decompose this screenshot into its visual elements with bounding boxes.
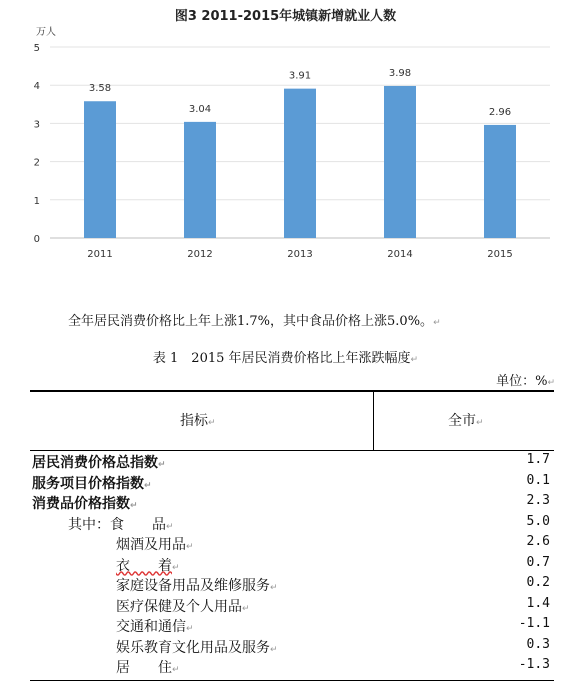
row-label: 家庭设备用品及维修服务↵ [116, 578, 278, 594]
row-label: 居 住↵ [116, 660, 180, 676]
x-tick-label: 2012 [187, 249, 213, 260]
table-column-divider [373, 390, 374, 450]
summary-text: 全年居民消费价格比上年上涨1.7%，其中食品价格上涨5.0%。 [68, 314, 434, 329]
row-value: 2.3 [526, 493, 550, 508]
table-caption [0, 347, 571, 366]
x-tick-label: 2014 [387, 249, 413, 260]
table-header-rule [30, 450, 554, 451]
table-row [30, 596, 554, 616]
unit-label [496, 370, 555, 389]
table-row [30, 473, 554, 493]
summary-paragraph [68, 310, 441, 329]
paragraph-mark-icon: ↵ [172, 562, 180, 573]
row-label: 衣 着↵ [116, 557, 180, 574]
paragraph-mark-icon: ↵ [158, 460, 166, 470]
row-label: 医疗保健及个人用品↵ [116, 598, 250, 615]
row-label: 烟酒及用品↵ [116, 537, 194, 553]
paragraph-mark-icon: ↵ [130, 501, 138, 511]
paragraph-mark-icon: ↵ [144, 480, 152, 491]
table-caption-text: 表 1 2015 年居民消费价格比上年涨跌幅度 [152, 351, 411, 366]
row-value: 0.2 [526, 575, 550, 590]
row-value: 5.0 [526, 513, 550, 529]
table-row [30, 657, 554, 677]
paragraph-mark-icon: ↵ [433, 318, 441, 328]
bar-2014 [384, 86, 416, 238]
bar-2015 [484, 125, 516, 238]
row-value: 2.6 [526, 534, 550, 549]
y-tick-label: 3 [33, 119, 40, 131]
paragraph-mark-icon: ↵ [270, 583, 278, 593]
y-tick-label: 0 [33, 234, 40, 245]
table-row [30, 534, 554, 554]
bar-chart [0, 0, 571, 275]
row-value: 1.7 [526, 452, 550, 467]
y-tick-label: 1 [33, 195, 40, 207]
data-label: 2.96 [488, 106, 512, 118]
data-label: 3.04 [188, 103, 212, 115]
table-bottom-rule [30, 680, 554, 681]
row-value: 0.1 [526, 472, 550, 488]
data-label: 3.91 [288, 70, 312, 82]
table-row [30, 514, 554, 534]
paragraph-mark-icon: ↵ [186, 624, 194, 634]
unit-text: 单位：% [496, 374, 548, 389]
table-row [30, 616, 554, 636]
bar-2013 [284, 89, 316, 238]
data-label: 3.98 [388, 67, 412, 79]
row-label: 服务项目价格指数↵ [32, 475, 152, 492]
price-change-table [30, 390, 554, 682]
y-axis-label: 万人 [36, 27, 56, 38]
y-tick-label: 4 [33, 81, 40, 93]
row-label: 居民消费价格总指数↵ [32, 455, 166, 471]
table-row [30, 493, 554, 513]
table-row [30, 575, 554, 595]
x-tick-label: 2015 [487, 249, 513, 260]
paragraph-mark-icon: ↵ [270, 644, 278, 655]
x-tick-label: 2011 [87, 249, 113, 260]
y-tick-label: 5 [33, 43, 40, 54]
header-city: 全市↵ [448, 413, 484, 429]
row-value: -1.3 [518, 657, 550, 672]
x-tick-labels [87, 249, 512, 260]
row-value: -1.1 [518, 616, 550, 631]
data-label: 3.58 [88, 83, 112, 95]
table-top-rule [30, 390, 554, 392]
bar-2011 [84, 101, 116, 238]
row-value: 1.4 [526, 595, 550, 611]
chart-title: 图3 2011-2015年城镇新增就业人数 [174, 9, 397, 24]
header-indicator: 指标↵ [180, 413, 216, 429]
paragraph-mark-icon: ↵ [172, 665, 180, 675]
row-value: 0.3 [526, 636, 550, 652]
paragraph-mark-icon: ↵ [242, 603, 250, 614]
row-label: 其中：食 品↵ [68, 516, 174, 533]
row-value: 0.7 [526, 554, 550, 570]
table-row [30, 452, 554, 472]
row-label: 娱乐教育文化用品及服务↵ [116, 639, 278, 656]
row-label: 交通和通信↵ [116, 619, 194, 635]
table-row [30, 555, 554, 575]
paragraph-mark-icon: ↵ [186, 542, 194, 552]
y-tick-labels [34, 43, 40, 245]
row-label: 消费品价格指数↵ [32, 496, 138, 512]
paragraph-mark-icon: ↵ [166, 521, 174, 532]
x-tick-label: 2013 [287, 249, 313, 260]
paragraph-mark-icon: ↵ [410, 355, 419, 365]
bar-2012 [184, 122, 216, 238]
y-tick-label: 2 [33, 157, 40, 169]
table-row [30, 637, 554, 657]
paragraph-mark-icon: ↵ [547, 378, 555, 388]
